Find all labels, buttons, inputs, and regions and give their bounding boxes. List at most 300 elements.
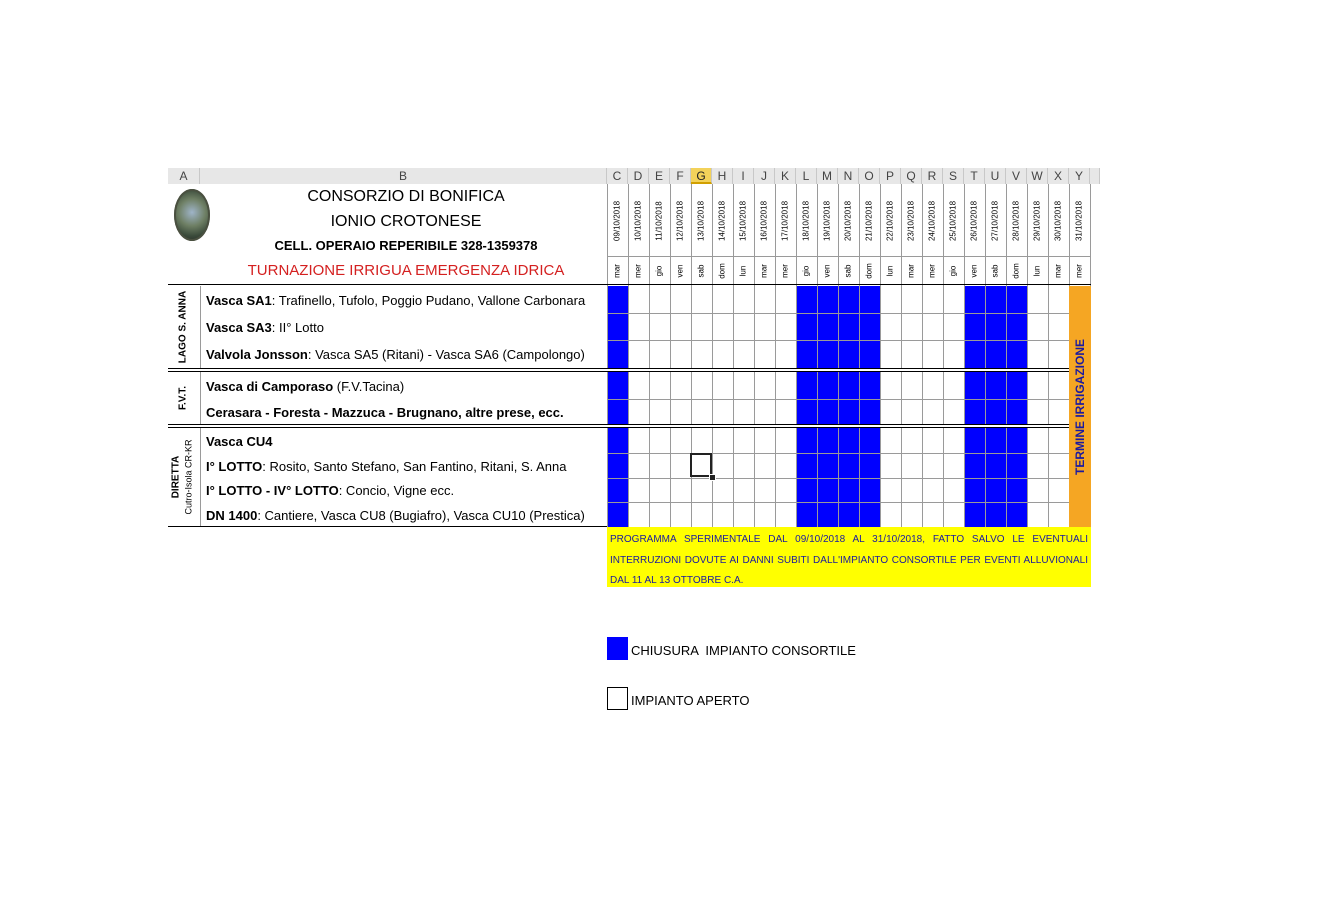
- date-header: [607, 188, 627, 254]
- schedule-cell-open[interactable]: [880, 372, 901, 399]
- schedule-cell-closed[interactable]: [964, 340, 985, 368]
- weekday-label: mar: [612, 264, 622, 278]
- column-header-filler: [1090, 168, 1100, 184]
- schedule-cell-closed[interactable]: [859, 428, 880, 453]
- schedule-cell-open[interactable]: [670, 478, 691, 502]
- date-label: 26/10/2018: [969, 200, 979, 242]
- group-label-lago-s-anna: LAGO S. ANNA: [177, 290, 189, 364]
- row-label: [206, 380, 404, 394]
- date-header: [964, 188, 984, 254]
- column-header-q[interactable]: Q: [901, 168, 922, 184]
- grid-vline: [670, 184, 671, 527]
- schedule-cell-open[interactable]: [1048, 340, 1069, 368]
- schedule-cell-open[interactable]: [943, 340, 964, 368]
- schedule-cell-closed[interactable]: [607, 399, 628, 424]
- weekday-header: [1069, 258, 1089, 284]
- fill-handle[interactable]: [709, 474, 716, 481]
- date-header: [628, 188, 648, 254]
- schedule-cell-open[interactable]: [922, 372, 943, 399]
- column-header-s[interactable]: S: [943, 168, 964, 184]
- schedule-cell-closed[interactable]: [838, 286, 859, 313]
- group-label-fvt: F.V.T.: [177, 385, 189, 411]
- schedule-cell-closed[interactable]: [859, 340, 880, 368]
- legend-open-label: IMPIANTO APERTO: [631, 693, 750, 708]
- column-header-x[interactable]: X: [1048, 168, 1069, 184]
- weekday-header: [901, 258, 921, 284]
- column-header-h[interactable]: H: [712, 168, 733, 184]
- schedule-cell-open[interactable]: [670, 453, 691, 478]
- schedule-cell-open[interactable]: [649, 399, 670, 424]
- schedule-cell-closed[interactable]: [859, 502, 880, 527]
- legend-closed-label: CHIUSURA IMPIANTO CONSORTILE: [631, 643, 856, 658]
- schedule-cell-closed[interactable]: [817, 478, 838, 502]
- schedule-cell-closed[interactable]: [838, 453, 859, 478]
- schedule-cell-open[interactable]: [775, 399, 796, 424]
- weekday-label: ven: [969, 264, 979, 278]
- schedule-cell-open[interactable]: [712, 399, 733, 424]
- schedule-cell-open[interactable]: [901, 399, 922, 424]
- schedule-cell-open[interactable]: [649, 372, 670, 399]
- schedule-cell-open[interactable]: [1048, 286, 1069, 313]
- date-label: 19/10/2018: [822, 200, 832, 242]
- date-header: [775, 188, 795, 254]
- grid-vline: [1048, 184, 1049, 527]
- column-header-g[interactable]: G: [691, 168, 712, 184]
- date-header: [1006, 188, 1026, 254]
- schedule-cell-open[interactable]: [943, 286, 964, 313]
- weekday-label: lun: [1032, 265, 1042, 277]
- schedule-cell-open[interactable]: [901, 286, 922, 313]
- column-header-r[interactable]: R: [922, 168, 943, 184]
- schedule-cell-open[interactable]: [943, 478, 964, 502]
- schedule-cell-open[interactable]: [1027, 399, 1048, 424]
- schedule-cell-open[interactable]: [922, 428, 943, 453]
- schedule-cell-closed[interactable]: [1006, 478, 1027, 502]
- schedule-cell-open[interactable]: [754, 399, 775, 424]
- column-header-w[interactable]: W: [1027, 168, 1048, 184]
- schedule-cell-open[interactable]: [901, 453, 922, 478]
- schedule-cell-open[interactable]: [754, 502, 775, 527]
- date-label: 21/10/2018: [864, 200, 874, 242]
- schedule-cell-closed[interactable]: [1006, 340, 1027, 368]
- schedule-cell-open[interactable]: [691, 502, 712, 527]
- schedule-cell-open[interactable]: [670, 372, 691, 399]
- weekday-header: [670, 258, 690, 284]
- schedule-cell-open[interactable]: [1048, 453, 1069, 478]
- schedule-cell-closed[interactable]: [838, 372, 859, 399]
- schedule-cell-closed[interactable]: [1006, 286, 1027, 313]
- schedule-cell-closed[interactable]: [796, 340, 817, 368]
- schedule-subtitle: TURNAZIONE IRRIGUA EMERGENZA IDRICA: [247, 262, 565, 279]
- grid-vline: [838, 184, 839, 527]
- column-header-v[interactable]: V: [1006, 168, 1027, 184]
- schedule-cell-closed[interactable]: [817, 372, 838, 399]
- schedule-cell-open[interactable]: [775, 428, 796, 453]
- weekday-header: [985, 258, 1005, 284]
- schedule-cell-closed[interactable]: [838, 502, 859, 527]
- schedule-cell-closed[interactable]: [817, 502, 838, 527]
- date-label: 24/10/2018: [927, 200, 937, 242]
- column-header-d[interactable]: D: [628, 168, 649, 184]
- schedule-cell-open[interactable]: [691, 399, 712, 424]
- schedule-cell-open[interactable]: [1027, 502, 1048, 527]
- schedule-cell-open[interactable]: [901, 428, 922, 453]
- schedule-cell-closed[interactable]: [964, 502, 985, 527]
- schedule-cell-open[interactable]: [880, 502, 901, 527]
- date-label: 29/10/2018: [1032, 200, 1042, 242]
- schedule-cell-open[interactable]: [1048, 478, 1069, 502]
- schedule-cell-open[interactable]: [733, 372, 754, 399]
- schedule-cell-open[interactable]: [1027, 286, 1048, 313]
- schedule-cell-open[interactable]: [670, 428, 691, 453]
- schedule-cell-open[interactable]: [733, 478, 754, 502]
- schedule-cell-open[interactable]: [649, 428, 670, 453]
- schedule-cell-open[interactable]: [733, 286, 754, 313]
- schedule-cell-closed[interactable]: [985, 399, 1006, 424]
- schedule-cell-closed[interactable]: [607, 313, 628, 340]
- schedule-cell-closed[interactable]: [964, 286, 985, 313]
- schedule-cell-closed[interactable]: [607, 340, 628, 368]
- row-label-name: Vasca di Camporaso: [206, 378, 334, 394]
- schedule-cell-open[interactable]: [691, 340, 712, 368]
- schedule-cell-open[interactable]: [649, 340, 670, 368]
- schedule-cell-open[interactable]: [754, 478, 775, 502]
- schedule-cell-open[interactable]: [733, 502, 754, 527]
- schedule-cell-closed[interactable]: [859, 372, 880, 399]
- column-header-n[interactable]: N: [838, 168, 859, 184]
- schedule-cell-closed[interactable]: [859, 399, 880, 424]
- row-label-name: I° LOTTO - IV° LOTTO: [206, 483, 339, 498]
- schedule-cell-open[interactable]: [628, 478, 649, 502]
- schedule-cell-open[interactable]: [733, 399, 754, 424]
- schedule-cell-open[interactable]: [712, 313, 733, 340]
- schedule-cell-open[interactable]: [880, 453, 901, 478]
- column-header-a[interactable]: A: [168, 168, 200, 184]
- schedule-cell-open[interactable]: [670, 340, 691, 368]
- schedule-cell-open[interactable]: [733, 313, 754, 340]
- schedule-cell-open[interactable]: [691, 286, 712, 313]
- schedule-cell-open[interactable]: [712, 502, 733, 527]
- date-header: [943, 188, 963, 254]
- column-header-i[interactable]: I: [733, 168, 754, 184]
- date-label: 10/10/2018: [633, 200, 643, 242]
- schedule-cell-open[interactable]: [628, 340, 649, 368]
- weekday-label: dom: [864, 263, 874, 279]
- date-label: 16/10/2018: [759, 200, 769, 242]
- schedule-cell-closed[interactable]: [1006, 502, 1027, 527]
- column-header-p[interactable]: P: [880, 168, 901, 184]
- schedule-cell-open[interactable]: [943, 372, 964, 399]
- schedule-cell-open[interactable]: [733, 340, 754, 368]
- column-header-t[interactable]: T: [964, 168, 985, 184]
- column-header-j[interactable]: J: [754, 168, 775, 184]
- schedule-cell-closed[interactable]: [817, 340, 838, 368]
- schedule-cell-open[interactable]: [1027, 372, 1048, 399]
- schedule-cell-closed[interactable]: [985, 428, 1006, 453]
- schedule-cell-closed[interactable]: [985, 478, 1006, 502]
- date-label: 12/10/2018: [675, 200, 685, 242]
- schedule-cell-open[interactable]: [880, 286, 901, 313]
- schedule-cell-open[interactable]: [1048, 313, 1069, 340]
- schedule-cell-open[interactable]: [670, 399, 691, 424]
- schedule-cell-open[interactable]: [880, 428, 901, 453]
- org-line-2: IONIO CROTONESE: [330, 213, 482, 230]
- grid-vline: [985, 184, 986, 527]
- grid-vline: [1027, 184, 1028, 527]
- schedule-cell-open[interactable]: [880, 340, 901, 368]
- weekday-label: mar: [1053, 264, 1063, 278]
- schedule-cell-open[interactable]: [670, 313, 691, 340]
- date-header: [796, 188, 816, 254]
- schedule-cell-open[interactable]: [712, 428, 733, 453]
- schedule-cell-open[interactable]: [712, 372, 733, 399]
- schedule-cell-open[interactable]: [733, 428, 754, 453]
- schedule-cell-open[interactable]: [943, 428, 964, 453]
- schedule-cell-open[interactable]: [712, 340, 733, 368]
- schedule-cell-open[interactable]: [628, 399, 649, 424]
- schedule-cell-closed[interactable]: [964, 372, 985, 399]
- date-label: 30/10/2018: [1053, 200, 1063, 242]
- weekday-header: [628, 258, 648, 284]
- schedule-cell-open[interactable]: [775, 453, 796, 478]
- date-header: [1048, 188, 1068, 254]
- schedule-cell-closed[interactable]: [796, 502, 817, 527]
- schedule-cell-open[interactable]: [649, 286, 670, 313]
- schedule-cell-open[interactable]: [712, 286, 733, 313]
- grid-vline: [754, 184, 755, 527]
- schedule-cell-open[interactable]: [754, 340, 775, 368]
- schedule-cell-open[interactable]: [922, 286, 943, 313]
- schedule-cell-closed[interactable]: [796, 313, 817, 340]
- schedule-cell-open[interactable]: [754, 372, 775, 399]
- schedule-cell-closed[interactable]: [1006, 399, 1027, 424]
- schedule-cell-closed[interactable]: [964, 399, 985, 424]
- schedule-cell-closed[interactable]: [607, 453, 628, 478]
- column-header-o[interactable]: O: [859, 168, 880, 184]
- schedule-cell-open[interactable]: [943, 502, 964, 527]
- schedule-cell-open[interactable]: [943, 399, 964, 424]
- date-header: [691, 188, 711, 254]
- column-header-f[interactable]: F: [670, 168, 691, 184]
- date-label: 27/10/2018: [990, 200, 1000, 242]
- schedule-cell-closed[interactable]: [964, 428, 985, 453]
- schedule-cell-open[interactable]: [775, 313, 796, 340]
- schedule-cell-open[interactable]: [649, 313, 670, 340]
- schedule-cell-open[interactable]: [628, 502, 649, 527]
- schedule-cell-open[interactable]: [943, 313, 964, 340]
- schedule-cell-open[interactable]: [775, 372, 796, 399]
- column-header-b[interactable]: B: [200, 168, 607, 184]
- schedule-cell-closed[interactable]: [838, 428, 859, 453]
- schedule-cell-closed[interactable]: [796, 286, 817, 313]
- row-label-name: DN 1400: [206, 507, 258, 523]
- schedule-cell-closed[interactable]: [1006, 428, 1027, 453]
- schedule-cell-closed[interactable]: [817, 428, 838, 453]
- date-label: 28/10/2018: [1011, 200, 1021, 242]
- schedule-cell-closed[interactable]: [817, 453, 838, 478]
- schedule-cell-closed[interactable]: [607, 372, 628, 399]
- schedule-cell-open[interactable]: [1027, 313, 1048, 340]
- column-header-u[interactable]: U: [985, 168, 1006, 184]
- schedule-cell-open[interactable]: [775, 286, 796, 313]
- org-line-1: CONSORZIO DI BONIFICA: [307, 188, 505, 205]
- schedule-cell-open[interactable]: [670, 502, 691, 527]
- row-label-name: Vasca SA1: [206, 292, 272, 308]
- group-label-diretta: DIRETTA Cutro-Isola CR-KR: [170, 439, 194, 515]
- column-header-m[interactable]: M: [817, 168, 838, 184]
- weekday-label: gio: [948, 265, 958, 277]
- date-label: 17/10/2018: [780, 200, 790, 242]
- schedule-cell-open[interactable]: [901, 478, 922, 502]
- date-header: [838, 188, 858, 254]
- schedule-cell-open[interactable]: [775, 478, 796, 502]
- schedule-cell-open[interactable]: [628, 428, 649, 453]
- grid-hline: [168, 526, 607, 527]
- schedule-cell-open[interactable]: [754, 286, 775, 313]
- schedule-cell-open[interactable]: [754, 453, 775, 478]
- schedule-cell-open[interactable]: [775, 340, 796, 368]
- schedule-cell-closed[interactable]: [985, 372, 1006, 399]
- schedule-cell-open[interactable]: [922, 478, 943, 502]
- schedule-cell-open[interactable]: [754, 428, 775, 453]
- schedule-cell-closed[interactable]: [985, 453, 1006, 478]
- schedule-cell-closed[interactable]: [817, 399, 838, 424]
- schedule-cell-closed[interactable]: [1006, 453, 1027, 478]
- schedule-cell-open[interactable]: [1027, 340, 1048, 368]
- column-header-c[interactable]: C: [607, 168, 628, 184]
- schedule-cell-closed[interactable]: [838, 399, 859, 424]
- schedule-cell-open[interactable]: [901, 372, 922, 399]
- weekday-label: mer: [633, 264, 643, 278]
- schedule-cell-closed[interactable]: [796, 453, 817, 478]
- schedule-cell-open[interactable]: [628, 453, 649, 478]
- schedule-cell-open[interactable]: [628, 286, 649, 313]
- column-header-e[interactable]: E: [649, 168, 670, 184]
- schedule-cell-open[interactable]: [1048, 399, 1069, 424]
- schedule-cell-open[interactable]: [733, 453, 754, 478]
- schedule-cell-open[interactable]: [649, 478, 670, 502]
- date-header: [649, 188, 669, 254]
- schedule-cell-open[interactable]: [922, 502, 943, 527]
- schedule-cell-closed[interactable]: [985, 502, 1006, 527]
- schedule-cell-closed[interactable]: [607, 428, 628, 453]
- schedule-cell-closed[interactable]: [1006, 313, 1027, 340]
- legend-closed-swatch: [607, 637, 628, 660]
- schedule-cell-closed[interactable]: [859, 313, 880, 340]
- weekday-header: [880, 258, 900, 284]
- row-label: [206, 348, 585, 362]
- schedule-cell-open[interactable]: [649, 453, 670, 478]
- schedule-cell-open[interactable]: [1027, 453, 1048, 478]
- schedule-cell-closed[interactable]: [838, 478, 859, 502]
- schedule-cell-open[interactable]: [880, 313, 901, 340]
- schedule-cell-closed[interactable]: [796, 478, 817, 502]
- weekday-header: [943, 258, 963, 284]
- schedule-cell-open[interactable]: [649, 502, 670, 527]
- schedule-cell-open[interactable]: [922, 313, 943, 340]
- schedule-cell-open[interactable]: [712, 478, 733, 502]
- grid-hline: [607, 453, 1069, 454]
- schedule-cell-open[interactable]: [691, 428, 712, 453]
- schedule-cell-closed[interactable]: [985, 313, 1006, 340]
- schedule-cell-open[interactable]: [901, 502, 922, 527]
- schedule-cell-open[interactable]: [901, 313, 922, 340]
- row-label: [206, 484, 454, 498]
- weekday-header: [796, 258, 816, 284]
- schedule-cell-open[interactable]: [628, 372, 649, 399]
- schedule-cell-closed[interactable]: [859, 453, 880, 478]
- schedule-cell-open[interactable]: [1027, 428, 1048, 453]
- grid-vline: [880, 184, 881, 527]
- weekday-label: dom: [717, 263, 727, 279]
- row-label-detail: : Vasca SA5 (Ritani) - Vasca SA6 (Campolongo): [307, 347, 585, 362]
- schedule-cell-closed[interactable]: [985, 340, 1006, 368]
- schedule-cell-closed[interactable]: [796, 399, 817, 424]
- schedule-cell-open[interactable]: [691, 478, 712, 502]
- row-label-detail: : Rosito, Santo Stefano, San Fantino, Ritani, S. Anna: [262, 458, 567, 474]
- schedule-cell-open[interactable]: [922, 453, 943, 478]
- schedule-cell-open[interactable]: [880, 399, 901, 424]
- column-header-y[interactable]: Y: [1069, 168, 1090, 184]
- schedule-cell-closed[interactable]: [859, 478, 880, 502]
- schedule-cell-closed[interactable]: [796, 372, 817, 399]
- weekday-label: ven: [675, 264, 685, 278]
- schedule-cell-closed[interactable]: [817, 313, 838, 340]
- schedule-cell-open[interactable]: [1048, 502, 1069, 527]
- schedule-cell-closed[interactable]: [817, 286, 838, 313]
- schedule-cell-closed[interactable]: [838, 340, 859, 368]
- schedule-cell-open[interactable]: [880, 478, 901, 502]
- row-label: [206, 509, 585, 523]
- consortium-logo-icon: [174, 189, 210, 241]
- schedule-cell-open[interactable]: [754, 313, 775, 340]
- schedule-cell-open[interactable]: [691, 372, 712, 399]
- schedule-cell-open[interactable]: [922, 340, 943, 368]
- date-label: 20/10/2018: [843, 200, 853, 242]
- schedule-cell-closed[interactable]: [607, 478, 628, 502]
- schedule-cell-open[interactable]: [691, 313, 712, 340]
- grid-hline: [607, 340, 1069, 341]
- schedule-cell-open[interactable]: [1027, 478, 1048, 502]
- schedule-cell-closed[interactable]: [607, 286, 628, 313]
- schedule-cell-closed[interactable]: [964, 313, 985, 340]
- schedule-cell-closed[interactable]: [964, 478, 985, 502]
- schedule-cell-open[interactable]: [901, 340, 922, 368]
- schedule-cell-open[interactable]: [922, 399, 943, 424]
- schedule-cell-open[interactable]: [1048, 428, 1069, 453]
- schedule-cell-closed[interactable]: [838, 313, 859, 340]
- date-header: [733, 188, 753, 254]
- schedule-cell-open[interactable]: [628, 313, 649, 340]
- schedule-cell-open[interactable]: [943, 453, 964, 478]
- schedule-cell-closed[interactable]: [607, 502, 628, 527]
- schedule-cell-closed[interactable]: [1006, 372, 1027, 399]
- weekday-label: mer: [927, 264, 937, 278]
- column-header-l[interactable]: L: [796, 168, 817, 184]
- schedule-cell-closed[interactable]: [964, 453, 985, 478]
- weekday-header: [859, 258, 879, 284]
- schedule-cell-open[interactable]: [670, 286, 691, 313]
- schedule-cell-closed[interactable]: [985, 286, 1006, 313]
- column-header-k[interactable]: K: [775, 168, 796, 184]
- schedule-cell-closed[interactable]: [859, 286, 880, 313]
- date-header: [859, 188, 879, 254]
- schedule-cell-open[interactable]: [775, 502, 796, 527]
- weekday-header: [607, 258, 627, 284]
- schedule-cell-open[interactable]: [1048, 372, 1069, 399]
- schedule-cell-closed[interactable]: [796, 428, 817, 453]
- grid-vline: [964, 184, 965, 527]
